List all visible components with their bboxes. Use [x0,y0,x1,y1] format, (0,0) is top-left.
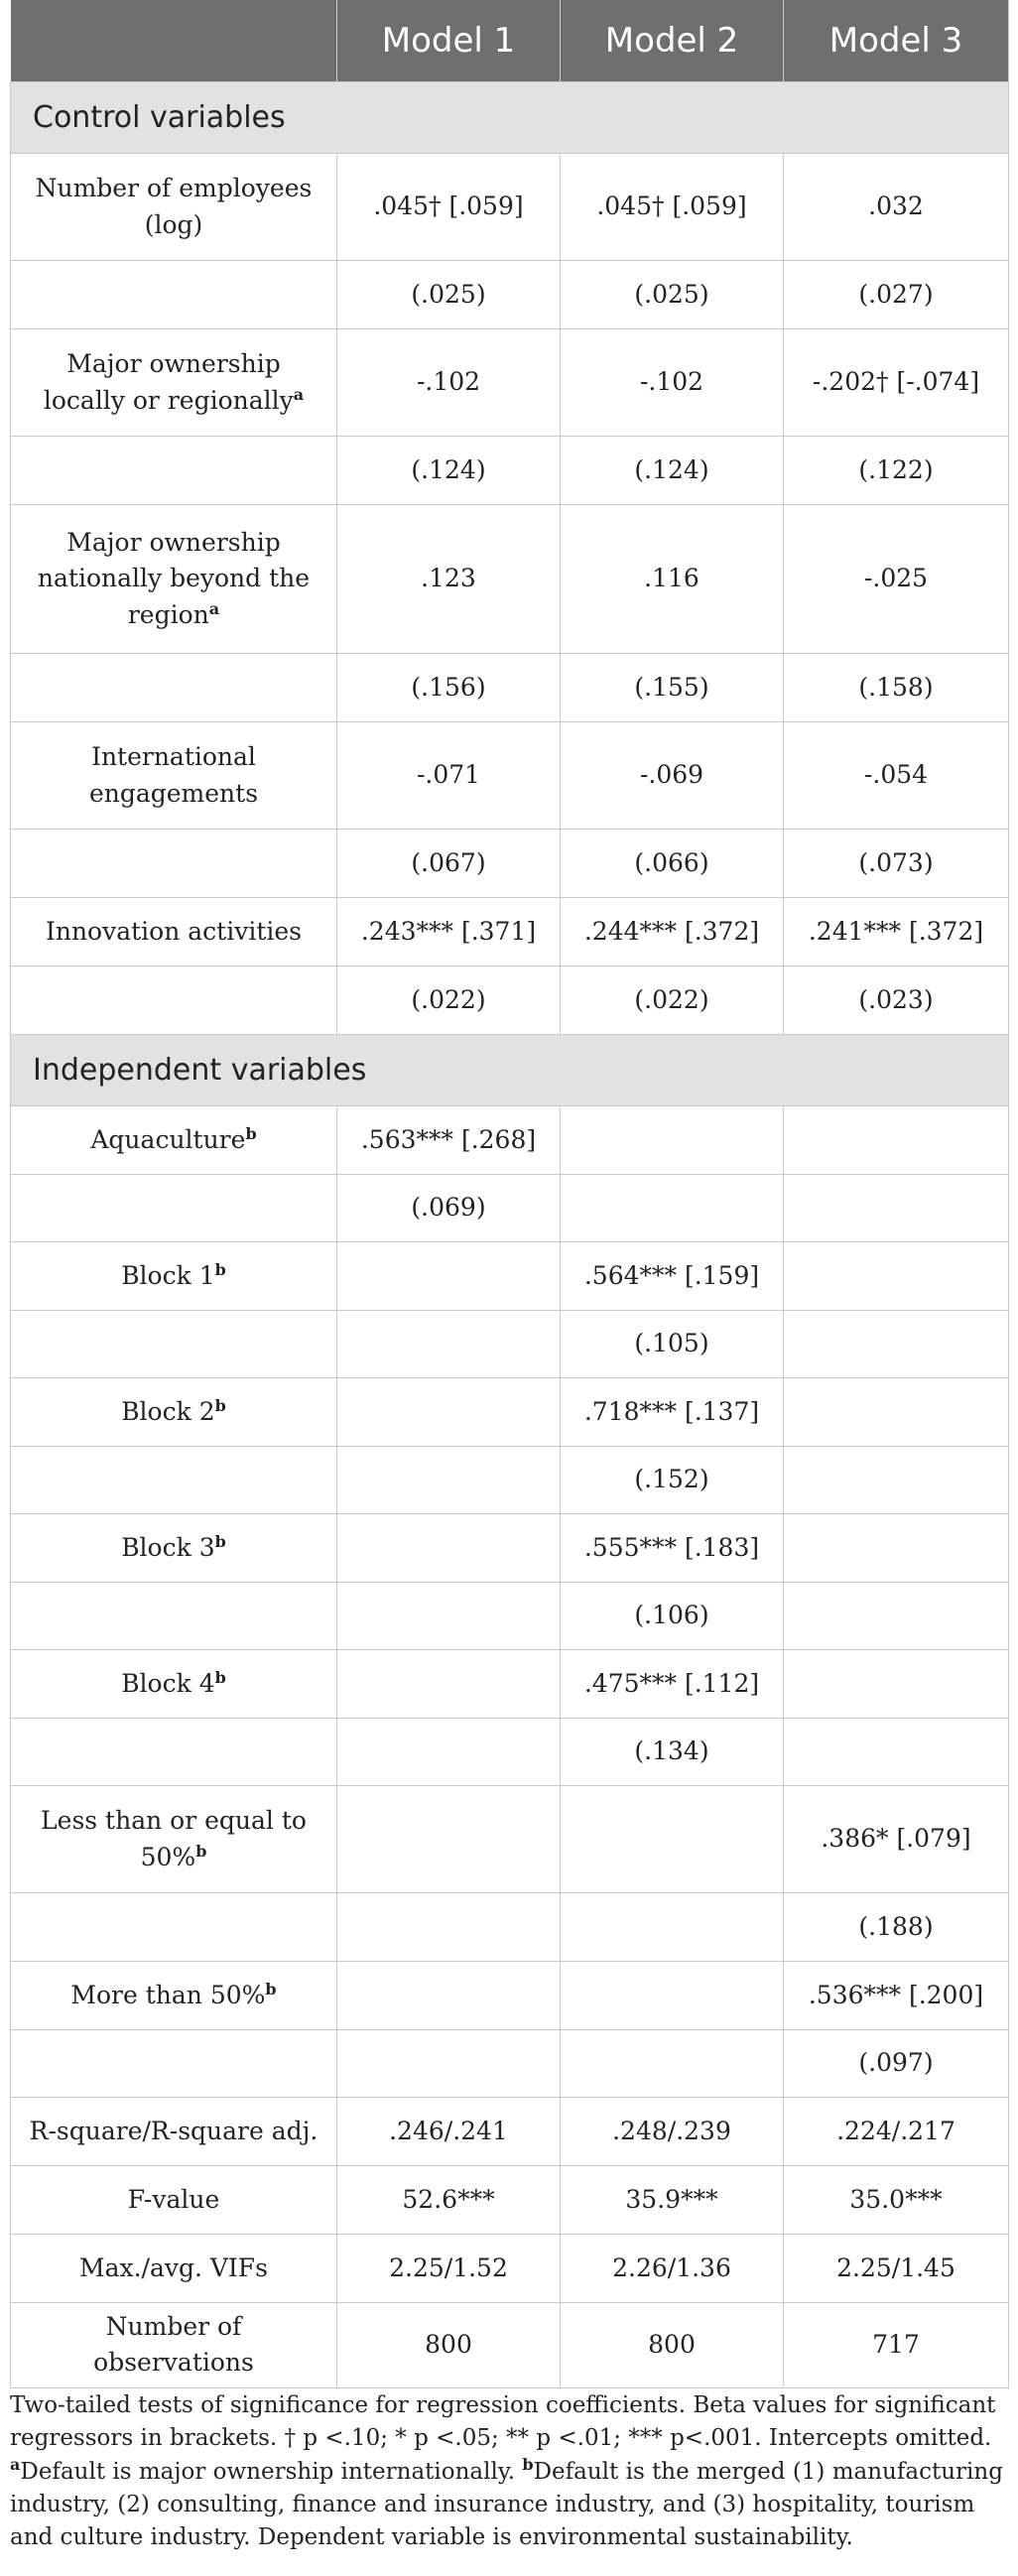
row-label [11,898,337,966]
model-3-value: -.025 [784,505,1009,654]
section-title: Control variables [11,82,1009,154]
row-label-superscript: a [293,384,305,404]
row-label-text: R-square/R-square adj. [29,2116,318,2145]
row-label [11,329,337,437]
table-row [11,1786,1009,1893]
section-header-row [11,82,1009,154]
row-label-superscript: b [214,1531,226,1551]
table-row-se [11,261,1009,329]
model-2-value: (.025) [561,261,784,329]
model-1-value [337,1583,561,1650]
header-model-2: Model 2 [561,0,784,82]
row-label [11,722,337,830]
footnote-text-1: Two-tailed tests of significance for regression coefficients. Beta values for significant regressors in brackets. † p <.10; * p <.05; ** p <.01; *** p<.001. Intercepts omitted. [10,2392,996,2452]
model-2-value [561,1962,784,2030]
model-3-value: (.097) [784,2030,1009,2098]
table-header-row [11,0,1009,82]
footnote-text-3: Default is the merged (1) manufacturing industry, (2) consulting, finance and insurance industry, and (3) hospitality, tourism and culture industry. Dependent variable is environmental sustainability. [10,2458,1003,2551]
row-label-text: Max./avg. VIFs [78,2253,268,2282]
model-3-value [784,1311,1009,1378]
row-label-text: Block 1 [121,1260,215,1290]
model-3-value [784,1583,1009,1650]
model-1-value [337,2030,561,2098]
model-1-value: (.067) [337,830,561,898]
model-3-value: (.158) [784,654,1009,722]
table-row [11,898,1009,966]
model-2-value: .564*** [.159] [561,1242,784,1311]
model-1-value [337,1786,561,1893]
model-3-value: .224/.217 [784,2098,1009,2166]
row-label [11,1514,337,1583]
model-3-value [784,1719,1009,1786]
model-2-value: .718*** [.137] [561,1378,784,1447]
table-row [11,1106,1009,1175]
model-2-value: 35.9*** [561,2166,784,2235]
table-row-se [11,1893,1009,1962]
header-blank-cell [11,0,337,82]
model-2-value: -.069 [561,722,784,830]
model-3-value: .536*** [.200] [784,1962,1009,2030]
row-label-text: Number of employees (log) [35,174,313,239]
row-label [11,154,337,261]
row-label [11,1311,337,1378]
row-label-superscript: b [265,1979,277,1998]
row-label-text: Major ownership locally or regionally [43,349,294,415]
table-row-se [11,1175,1009,1242]
model-2-value: -.102 [561,329,784,437]
model-3-value [784,1378,1009,1447]
model-2-value: (.105) [561,1311,784,1378]
row-label-text: Less than or equal to 50% [41,1806,307,1871]
row-label [11,2098,337,2166]
model-1-value: (.156) [337,654,561,722]
model-3-value: .386* [.079] [784,1786,1009,1893]
model-3-value: -.202† [-.074] [784,329,1009,437]
table-row [11,1378,1009,1447]
model-1-value [337,1447,561,1514]
model-2-value [561,1786,784,1893]
table-row [11,1514,1009,1583]
row-label [11,1106,337,1175]
table-row [11,2303,1009,2388]
row-label [11,1893,337,1962]
row-label-text: Block 2 [121,1396,215,1426]
row-label [11,1378,337,1447]
model-2-value: .116 [561,505,784,654]
model-1-value [337,1650,561,1719]
table-row-se [11,966,1009,1035]
table-row [11,1962,1009,2030]
model-2-value: .555*** [.183] [561,1514,784,1583]
row-label-text: Block 3 [121,1532,215,1562]
model-1-value: (.124) [337,437,561,505]
row-label-text: Block 4 [121,1668,215,1698]
model-3-value [784,1447,1009,1514]
header-model-3: Model 3 [784,0,1009,82]
row-label [11,2166,337,2235]
row-label-superscript: b [245,1123,257,1143]
row-label-text: Number of observations [93,2312,254,2378]
model-2-value: .244*** [.372] [561,898,784,966]
row-label-superscript: a [208,598,220,618]
footnote-sup-a: a [10,2454,21,2474]
model-2-value: .045† [.059] [561,154,784,261]
model-3-value: 35.0*** [784,2166,1009,2235]
table-row [11,2166,1009,2235]
model-2-value: (.152) [561,1447,784,1514]
model-1-value: .123 [337,505,561,654]
row-label-text: More than 50% [70,1980,266,2009]
row-label [11,261,337,329]
model-3-value: (.188) [784,1893,1009,1962]
model-3-value [784,1514,1009,1583]
row-label-text: International engagements [88,742,259,808]
model-1-value: (.025) [337,261,561,329]
model-3-value [784,1175,1009,1242]
section-title: Independent variables [11,1035,1009,1106]
model-3-value: (.073) [784,830,1009,898]
model-3-value: (.027) [784,261,1009,329]
table-row [11,2098,1009,2166]
model-3-value [784,1242,1009,1311]
row-label [11,1786,337,1893]
model-2-value: (.022) [561,966,784,1035]
model-1-value [337,1514,561,1583]
model-1-value: 800 [337,2303,561,2388]
table-row-se [11,437,1009,505]
table-row-se [11,1583,1009,1650]
row-label-text: Major ownership nationally beyond the region [37,528,311,629]
model-2-value: .248/.239 [561,2098,784,2166]
row-label [11,505,337,654]
table-row [11,329,1009,437]
model-3-value: .241*** [.372] [784,898,1009,966]
row-label [11,2235,337,2303]
model-1-value: .246/.241 [337,2098,561,2166]
row-label [11,1447,337,1514]
table-row [11,2235,1009,2303]
table-row [11,1242,1009,1311]
row-label [11,2030,337,2098]
row-label-text: Innovation activities [45,916,303,946]
model-2-value: (.134) [561,1719,784,1786]
model-1-value: (.022) [337,966,561,1035]
table-row-se [11,830,1009,898]
model-1-value [337,1378,561,1447]
table-row [11,154,1009,261]
model-3-value [784,1106,1009,1175]
table-body [11,82,1009,2388]
model-2-value [561,1893,784,1962]
model-3-value: 2.25/1.45 [784,2235,1009,2303]
model-1-value: 52.6*** [337,2166,561,2235]
model-1-value: (.069) [337,1175,561,1242]
row-label-superscript: b [214,1395,226,1415]
model-2-value: 800 [561,2303,784,2388]
model-1-value [337,1242,561,1311]
table-footnote [10,2389,1008,2555]
row-label [11,1962,337,2030]
row-label [11,830,337,898]
row-label-superscript: b [195,1841,207,1861]
row-label [11,1583,337,1650]
row-label [11,966,337,1035]
model-2-value: (.106) [561,1583,784,1650]
model-1-value: -.102 [337,329,561,437]
model-3-value: (.122) [784,437,1009,505]
model-1-value [337,1893,561,1962]
model-3-value: 717 [784,2303,1009,2388]
row-label-superscript: b [214,1667,226,1687]
model-1-value: .243*** [.371] [337,898,561,966]
model-2-value: (.066) [561,830,784,898]
model-2-value [561,1106,784,1175]
model-1-value: .045† [.059] [337,154,561,261]
model-2-value [561,2030,784,2098]
header-model-1: Model 1 [337,0,561,82]
row-label [11,1719,337,1786]
regression-table-container [10,0,1008,2388]
regression-table [10,0,1009,2388]
model-2-value: (.124) [561,437,784,505]
model-3-value: (.023) [784,966,1009,1035]
model-1-value: .563*** [.268] [337,1106,561,1175]
model-1-value [337,1719,561,1786]
model-3-value: -.054 [784,722,1009,830]
model-3-value [784,1650,1009,1719]
row-label [11,437,337,505]
table-row [11,722,1009,830]
row-label-text: Aquaculture [90,1124,246,1154]
model-2-value [561,1175,784,1242]
row-label-superscript: b [214,1259,226,1279]
footnote-text-2: Default is major ownership internationally. [20,2458,523,2485]
model-3-value: .032 [784,154,1009,261]
model-2-value: 2.26/1.36 [561,2235,784,2303]
model-1-value: -.071 [337,722,561,830]
model-2-value: .475*** [.112] [561,1650,784,1719]
table-row [11,1650,1009,1719]
row-label-text: F-value [127,2184,220,2214]
section-header-row [11,1035,1009,1106]
row-label [11,1175,337,1242]
row-label [11,1242,337,1311]
table-row-se [11,1719,1009,1786]
row-label [11,654,337,722]
row-label [11,2303,337,2388]
model-1-value [337,1962,561,2030]
footnote-sup-b: b [522,2454,534,2474]
table-row-se [11,654,1009,722]
model-1-value [337,1311,561,1378]
model-2-value: (.155) [561,654,784,722]
table-row-se [11,2030,1009,2098]
table-row-se [11,1311,1009,1378]
row-label [11,1650,337,1719]
table-row-se [11,1447,1009,1514]
model-1-value: 2.25/1.52 [337,2235,561,2303]
table-row [11,505,1009,654]
